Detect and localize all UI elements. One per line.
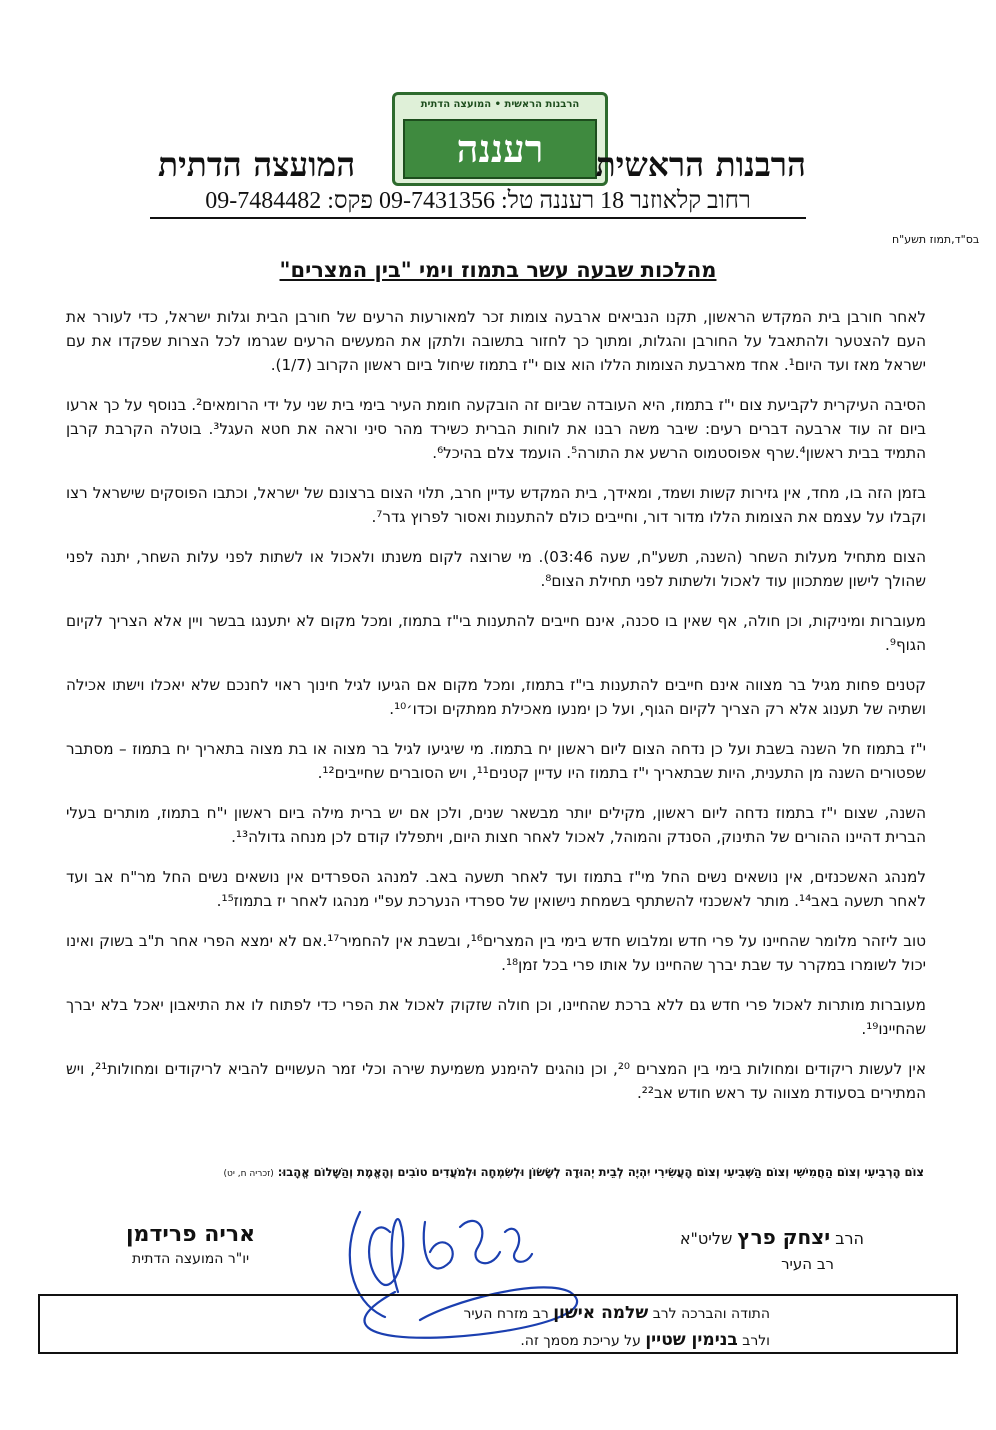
signatory-name: יצחק פרץ [737, 1225, 831, 1249]
paragraph: י"ז בתמוז חל השנה בשבת ועל כן נדחה הצום ליום ראשון יח בתמוז. מי שיגיעו לגיל בר מצוה או בת מצוה בתאריך יח בתמוז – מסתבר שפטורים השנה מן התענית, היות שבתאריך י"ז בתמוז היו עדיין קטנים¹¹, ויש הסוברים שחייבים¹². [66, 740, 926, 782]
logo-arc-text: הרבנות הראשית • המועצה הדתית [420, 99, 580, 110]
thanks-name: בנימין שטיין [645, 1330, 738, 1350]
thanks-name: שלמה אישון [553, 1303, 649, 1323]
verse-source: (זכריה ח, יט) [223, 1169, 274, 1179]
signatory-prefix: הרב [835, 1229, 864, 1248]
org-rabbinate: הרבנות הראשית [595, 145, 806, 184]
closing-verse [40, 1165, 924, 1179]
org-religious-council: המועצה הדתית [158, 145, 356, 184]
signatory-role: יו"ר המועצה הדתית [131, 1251, 250, 1267]
paragraph: לאחר חורבן בית המקדש הראשון, תקנו הנביאים ארבעה צומות זכר למאורעות הרעים של חורבן הבית וגלות ישראל, כדי לעורר את העם להצטער ולהתאבל על החורבן והגלות, ומתוך כך לחזור בתשובה ולתקן את המעשים הרעים שגרמו לכל הצרות שפקדו את עם ישראל מאז ועד היום¹. אחד מארבעת הצומות הללו הוא צום י"ז בתמוז שיחול ביום ראשון הקרוב (1/7). [66, 308, 926, 374]
document-title: מהלכות שבעה עשר בתמוז וימי "בין המצרים" [279, 258, 717, 282]
paragraph: הצום מתחיל מעלות השחר (השנה, תשע"ח, שעה 03:46). מי שרוצה לקום משנתו ולאכול או לשתות לפני עלות השחר, יתנה לפני שהולך לישון שמתכוון עוד לאכול ולשתות לפני תחילת הצום⁸. [66, 548, 926, 590]
signatory-council-chair [126, 1222, 255, 1267]
logo-wordmark: רעננה [403, 119, 597, 179]
acknowledgements-box [38, 1294, 958, 1354]
paragraph: טוב ליזהר מלומר שהחיינו על פרי חדש ומלבוש חדש בימי בין המצרים¹⁶, ובשבת אין להחמיר¹⁷.אם לא ימצא הפרי אחר ת"ב בשוק ואינו יכול לשומרו במקרר עד שבת יברך שהחיינו על אותו פרי בכל זמן¹⁸. [66, 932, 927, 974]
thanks-text: ולרב [742, 1333, 770, 1349]
paragraph: למנהג האשכנזים, אין נושאים נשים החל מי"ז בתמוז ועד לאחר תשעה באב. למנהג הספרדים אין נושאים נשים החל מר"ח אב ועד לאחר תשעה באב¹⁴. מותר לאשכנזי להשתתף בשמחת נישואין של ספרדי הנערכת עפ"י מנהגו לאחר יז בתמוז¹⁵. [66, 868, 926, 910]
document-body [66, 305, 926, 1121]
contact-line: רחוב קלאוזנר 18 רעננה טל: 09-7431356 פקס: 09-7484482 [150, 188, 806, 219]
paragraph: בזמן הזה בו, מחד, אין גזירות קשות ושמד, ומאידך, בית המקדש עדיין חרב, תלוי הצום ברצונם של ישראל, וכתבו הפוסקים שישראל רצו וקבלו על עצמם את הצומות הללו מדור דור, וחייבים כולם להתענות ואסור לפרוץ גדר⁷. [66, 484, 926, 526]
verse-text: צוֹם הָרְבִיעִי וְצוֹם הַחֲמִישִׁי וְצוֹם הַשְּׁבִיעִי וְצוֹם הָעֲשִׂירִי יִהְיֶה לְבֵית יְהוּדָה לְשָׂשׂוֹן וּלְשִׂמְחָה וּלְמֹעֲדִים טוֹבִים וְהָאֱמֶת וְהַשָּׁלוֹם אֱהָבוּ: [277, 1165, 924, 1179]
signatory-city-rabbi [680, 1225, 864, 1273]
signatory-honorific: שליט"א [679, 1229, 733, 1248]
paragraph: מעוברות מותרות לאכול פרי חדש גם ללא ברכת שהחיינו, וכן חולה שזקוק לאכול את הפרי כדי לפתוח לו את התיאבון יאכל בלא יברך שהחיינו¹⁹. [66, 996, 926, 1038]
council-logo [392, 92, 608, 186]
date-stamp: בס"ד,תמוז תשע"ח [892, 233, 980, 246]
signatory-role: רב העיר [781, 1255, 834, 1273]
thanks-text: רב מזרח העיר [463, 1306, 549, 1322]
paragraph: קטנים פחות מגיל בר מצווה אינם חייבים להתענות בי"ז בתמוז, ומכל מקום אם הגיעו לגיל חינוך ראוי לחנכם שלא יאכלו וישתו אכילה ושתיה של תענוג אלא רק הצריך לקיום הגוף, ועל כן ימנעו מאכילת ממתקים וכדו׳¹⁰. [66, 676, 926, 718]
signatory-name: אריה פרידמן [126, 1222, 256, 1247]
paragraph: השנה, שצום י"ז בתמוז נדחה ליום ראשון, מקילים יותר מבשאר שנים, ולכן אם יש ברית מילה ביום ראשון י"ח בתמוז, מותרים בעלי הברית דהיינו ההורים של התינוק, הסנדק והמוהל, לאכול לאחר חצות היום, ויתפללו קודם לכן מנחה גדולה¹³. [66, 804, 926, 846]
thanks-text: על עריכת מסמך זה. [520, 1333, 641, 1349]
thanks-text: התודה והברכה לרב [652, 1306, 770, 1322]
paragraph: מעוברות ומיניקות, וכן חולה, אף שאין בו סכנה, אינם חייבים להתענות בי"ז בתמוז, ומכל מקום לא יתענגו בבשר ויין אלא הצריך לקיום הגוף⁹. [66, 612, 926, 654]
paragraph: אין לעשות ריקודים ומחולות בימי בין המצרים ²⁰, וכן נוהגים להימנע משמיעת שירה וכלי זמר העשויים להביא לריקודים ומחולות²¹, ויש המתירים בסעודת מצווה עד ראש חודש אב²². [66, 1060, 926, 1102]
paragraph: הסיבה העיקרית לקביעת צום י"ז בתמוז, היא העובדה שביום זה הובקעה חומת העיר בימי בית שני על ידי הרומאים². בנוסף על כך ארעו ביום זה עוד ארבעה דברים רעים: שיבר משה רבנו את לוחות הברית כשירד מהר סיני וראה את חטא העגל³. בוטלה הקרבת קרבן התמיד בבית ראשון⁴.שרף אפוסטמוס הרשע את התורה⁵. הועמד צלם בהיכל⁶. [66, 396, 926, 462]
